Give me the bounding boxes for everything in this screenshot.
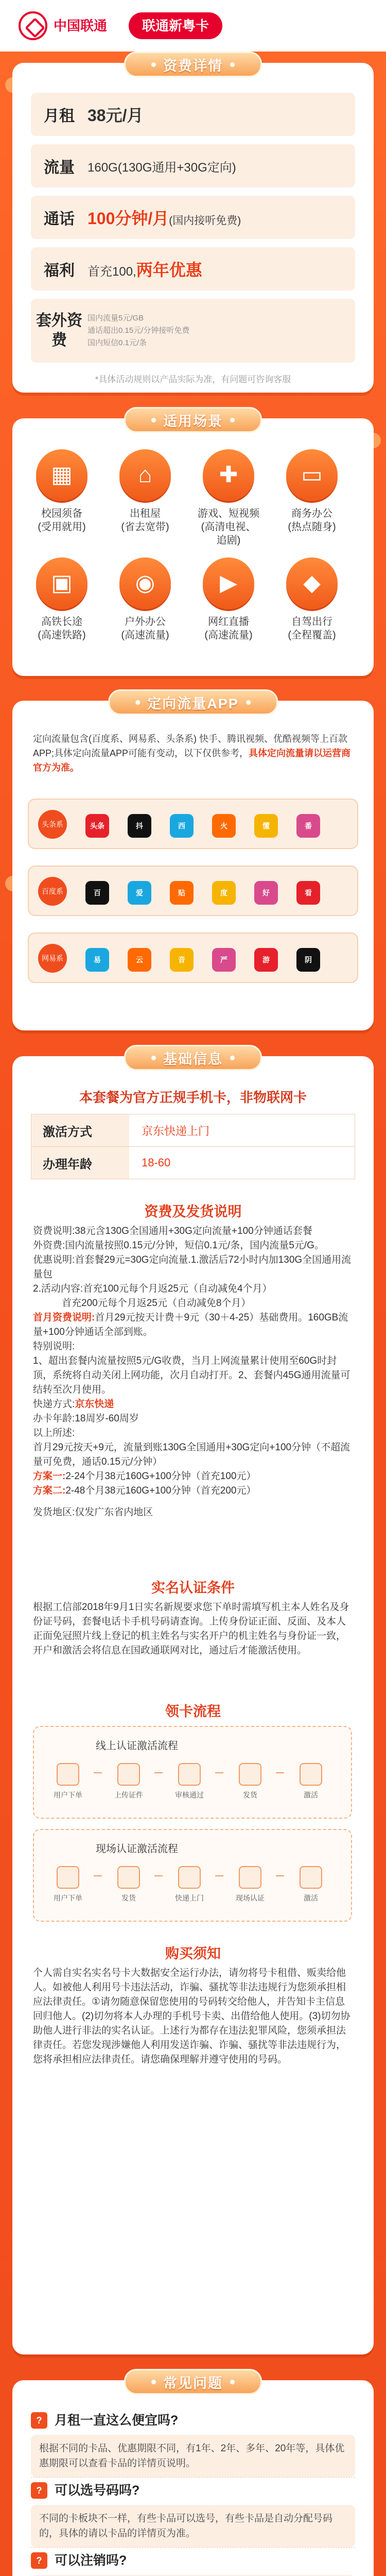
app-icon: 严	[212, 948, 236, 972]
tariff-section	[12, 58, 374, 393]
tariff-row-extra: 套外资费 国内流量5元/GB 通话超出0.15元/分钟接听免费 国内短信0.1元/条	[31, 299, 355, 363]
tariff-ribbon: 资费详情	[124, 52, 262, 77]
scene-label: 游戏、短视频 (高清电视、追剧)	[198, 508, 259, 546]
question-icon: ?	[31, 2482, 47, 2499]
scene-item	[31, 449, 93, 534]
scene-label: 网红直播 (高速流量)	[204, 616, 253, 641]
basic-section	[12, 1051, 374, 2354]
app-icon: 懂	[254, 814, 278, 838]
tv-icon: ▶	[203, 557, 254, 609]
app-band	[28, 799, 358, 849]
scenes-section	[12, 413, 374, 676]
rules-title: 资费及发货说明	[144, 1204, 242, 1219]
app-icon: 易	[85, 948, 109, 972]
flow-arrow-icon	[276, 1875, 284, 1876]
faq-item	[31, 2411, 355, 2477]
faq-divider	[31, 2547, 355, 2548]
faq-divider	[31, 2477, 355, 2478]
unicom-logo-icon	[19, 11, 47, 40]
flow-step-label: 发货	[243, 1791, 257, 1799]
train-icon: ▣	[36, 557, 87, 609]
app-icon: 度	[212, 881, 236, 905]
app-band	[28, 866, 358, 916]
app-band-tag: 百度系	[38, 877, 67, 906]
tariff-note: *具体活动规则以产品实际为准，有问题可咨询客服	[95, 375, 291, 384]
scene-item	[198, 557, 259, 642]
flow-step-icon	[300, 1763, 322, 1786]
basic-ribbon: 基础信息	[124, 1045, 262, 1071]
flow-step-icon	[57, 1866, 79, 1889]
app-icon: 百	[85, 881, 109, 905]
flow-arrow-icon	[154, 1772, 163, 1773]
apps-section	[12, 696, 374, 1030]
apps-desc: 定向流量包含(百度系、网易系、头条系) 快手、腾讯视频、优酷视频等上百款APP;具体定向流量APP可能有变动，以下仅供参考，具体定向流量请以运营商官方为准。	[33, 734, 351, 773]
page-title: 联通新粤卡	[129, 12, 222, 39]
app-band-tag: 网易系	[38, 944, 67, 973]
tariff-row-bonus: 福利 首充100,两年优惠	[31, 247, 355, 291]
faq-answer: 不同的卡板块不一样，有些卡品可以选号，有些卡品是自动分配号码的，具体的请以卡品的详情页为准。	[31, 2505, 355, 2547]
flow-step-icon	[117, 1866, 140, 1889]
flow-step	[292, 1763, 329, 1800]
flow-step-icon	[178, 1763, 201, 1786]
flow-arrow-icon	[276, 1772, 284, 1773]
app-icon: 西	[170, 814, 194, 838]
flow-step	[110, 1763, 147, 1800]
flow-step-icon	[117, 1763, 140, 1786]
flow-step-icon	[57, 1763, 79, 1786]
app-icon: 好	[254, 881, 278, 905]
scene-label: 校园须备 (受用就用)	[38, 508, 86, 533]
app-icon: 阴	[296, 948, 320, 972]
app-icon: 抖	[128, 814, 151, 838]
scene-label: 出租屋 (省去宽带)	[121, 508, 169, 533]
brand-name: 中国联通	[54, 18, 108, 33]
faq-ribbon: 常见问题	[124, 2369, 262, 2395]
flow-arrow-icon	[94, 1772, 102, 1773]
faq-question: ? 月租一直这么便宜吗?	[31, 2411, 355, 2430]
faq-item	[31, 2481, 355, 2547]
tariff-row-call: 通话 100分钟/月(国内接听免费)	[31, 196, 355, 239]
buy-title: 购买须知	[165, 1946, 221, 1961]
flow-step-label: 用户下单	[54, 1894, 82, 1902]
flow-arrow-icon	[154, 1875, 163, 1876]
flow-step-label: 上传证件	[114, 1791, 143, 1799]
question-icon: ?	[31, 2412, 47, 2429]
app-band-tag: 头条系	[38, 810, 67, 839]
scene-label: 高铁长途 (高速铁路)	[38, 616, 86, 641]
gamepad-icon: ✚	[203, 449, 254, 501]
flow-step	[232, 1763, 269, 1800]
flow-step	[171, 1763, 208, 1800]
app-band	[28, 933, 358, 983]
rules-text: 资费说明:38元含130G全国通用+30G定向流量+100分钟通话套餐 外资费:国内流量按照0.15元/分钟，短信0.1元/条，国内流量5元/G。 优惠说明:首套餐29元=30G定向流量.1.激活后72小时内加130G全国通用流量包 2.活动内容:首充100元每个月返25元（自动减免4个月） 首充200元每个月返25元（自动减免8个月） 首月资费说明:首月29元按天计费＋9元（30＋4-25）基础费用。160GB流量+100分钟通话全部到账。 特别说明: 1、超出套餐内流量按照5元/G收费，当月上网流量累计使用至60G时封顶，系统将自动关闭上网功能，次月自动打开。2、套餐内45G通用流量可结转至次月使用。 快递方式:京东快递 办卡年龄:18周岁-60周岁 以上所述: 首月29元按天+9元，流量到账130G全国通用+30G定向+100分钟（不超流量可免费，通话0.15元/分钟） 方案一:2-24个月38元160G+100分钟（首充100元） 方案二:2-48个月38元160G+100分钟（首充200元） 发货地区:仅发广东省内地区	[33, 1226, 352, 1518]
question-icon: ?	[31, 2552, 47, 2569]
tariff-row-data: 流量 160G(130G通用+30G定向)	[31, 144, 355, 188]
flow-step-icon	[239, 1763, 261, 1786]
app-icon: 云	[128, 948, 151, 972]
flow-step-label: 快递上门	[175, 1894, 204, 1902]
flow-online: 线上认证激活流程 用户下单 上传证件 审核通过 发货 激活	[33, 1726, 352, 1819]
scene-item	[114, 449, 176, 534]
faq-section	[12, 2375, 374, 2576]
scene-item	[281, 557, 343, 642]
flow-offline: 现场认证激活流程 用户下单 发货 快递上门 现场认证 激活	[33, 1829, 352, 1922]
scene-label: 自驾出行 (全程覆盖)	[288, 616, 336, 641]
pin-icon: ◉	[119, 557, 171, 609]
scene-item	[198, 449, 259, 547]
scene-label: 户外办公 (高速流量)	[121, 616, 169, 641]
flow-arrow-icon	[215, 1772, 223, 1773]
info-row-activation: 激活方式 京东快递上门	[31, 1114, 355, 1147]
flow-step-label: 发货	[121, 1894, 136, 1902]
flow-arrow-icon	[94, 1875, 102, 1876]
apps-ribbon: 定向流量APP	[108, 689, 278, 715]
flow-step	[110, 1866, 147, 1903]
flow-step-label: 用户下单	[54, 1791, 82, 1799]
flow-step-icon	[300, 1866, 322, 1889]
flow-step	[49, 1866, 86, 1903]
flow-step-label: 现场认证	[236, 1894, 265, 1902]
flow-step	[49, 1763, 86, 1800]
app-icon: 火	[212, 814, 236, 838]
house-icon: ⌂	[119, 449, 171, 501]
car-icon: ◆	[286, 557, 338, 609]
flow-step-icon	[178, 1866, 201, 1889]
flow-step-icon	[239, 1866, 261, 1889]
app-icon: 贴	[170, 881, 194, 905]
faq-question: ? 可以注销吗?	[31, 2551, 355, 2570]
flow-step-label: 激活	[304, 1894, 318, 1902]
faq-answer: 根据不同的卡品、优惠期限不同，有1年、2年、多年、20年等，具体优惠期限可以查看卡品的详情页说明。	[31, 2435, 355, 2477]
scene-item	[31, 557, 93, 642]
flow-step-label: 审核通过	[175, 1791, 204, 1799]
app-icon: 头条	[85, 814, 109, 838]
flow-title: 领卡流程	[165, 1704, 221, 1719]
scenes-ribbon: 适用场景	[124, 407, 262, 433]
basic-headline: 本套餐为官方正规手机卡，非物联网卡	[79, 1090, 307, 1105]
flow-step	[171, 1866, 208, 1903]
scene-label: 商务办公 (热点随身)	[288, 508, 336, 533]
flow-step-label: 激活	[304, 1791, 318, 1799]
monitor-icon: ▭	[286, 449, 338, 501]
app-icon: 看	[296, 881, 320, 905]
real-name-text: 根据工信部2018年9月1日实名新规要求您下单时需填写机主本人姓名及身份证号码，套餐电话卡手机号码请查询。上传身份证正面、反面、及本人正面免冠照片线上登记的机主姓名与实名开户的机主姓名与身份证一致，开户和激活会将信息在国政通联网对比，通过后才能激活使用。	[33, 1602, 349, 1656]
app-icon: 游	[254, 948, 278, 972]
faq-item	[31, 2551, 355, 2576]
faq-question: ? 可以选号码吗?	[31, 2481, 355, 2500]
real-name-title: 实名认证条件	[151, 1580, 235, 1596]
building-icon: ▦	[36, 449, 87, 501]
buy-text: 个人需自实名实名号卡大数据安全运行办法，请勿将号卡租借、贩卖给他人。如被他人利用号卡违法活动，诈骗、骚扰等非法违规行为您须承担相应法律责任。①请勿随意保留您使用的号码转交给他人，并告知卡主信息回归他人。(2)切勿将本人办理的手机号卡卖、出借给他人使用。(3)切勿协助他人进行非法的实名认证。上述行为都存在违法犯罪风险，您须承担法律责任。若您发现涉嫌他人利用发送诈骗、诈骗、骚扰等非法违规行为，您将承担相应法律责任。请您确保理解并遵守使用的号码。	[33, 1968, 350, 2065]
header-bar	[0, 0, 386, 52]
scene-item	[281, 449, 343, 534]
app-icon: 音	[170, 948, 194, 972]
info-row-age: 办理年龄 18-60	[31, 1146, 355, 1179]
flow-step	[232, 1866, 269, 1903]
tariff-row-rent: 月租 38元/月	[31, 93, 355, 136]
scene-item	[114, 557, 176, 642]
app-icon: 番	[296, 814, 320, 838]
app-icon: 爱	[128, 881, 151, 905]
flow-arrow-icon	[215, 1875, 223, 1876]
flow-step	[292, 1866, 329, 1903]
